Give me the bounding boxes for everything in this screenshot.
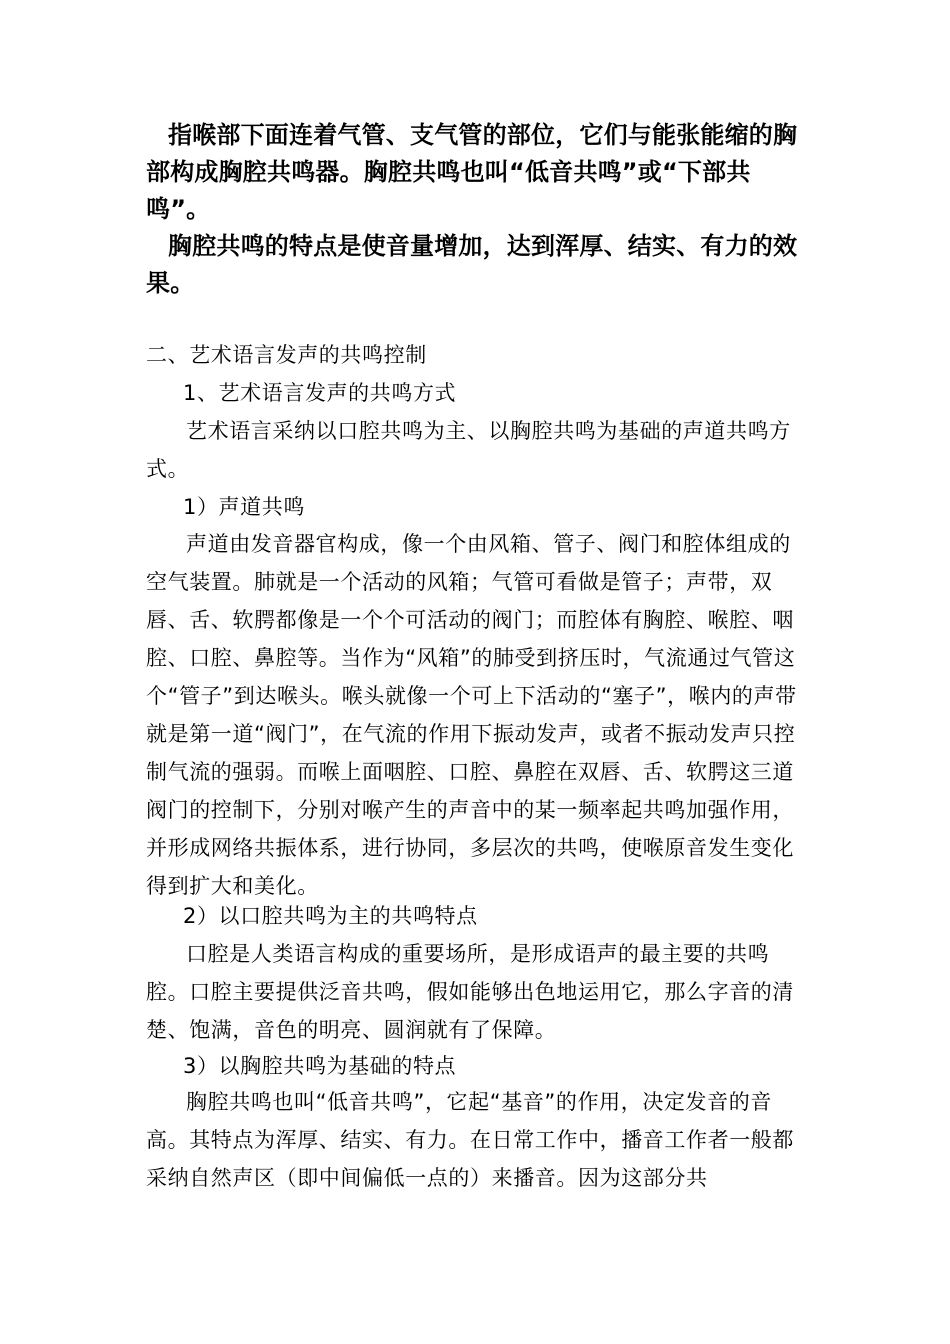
paragraph-chest-resonance-feature: 胸腔共鸣的特点是使音量增加，达到浑厚、结实、有力的效果。 [146,232,798,297]
item-heading-vocal-tract-resonance: 1）声道共鸣 [183,495,305,519]
item-heading-chest-resonance-basis: 3）以胸腔共鸣为基础的特点 [183,1054,457,1078]
subsection-heading-resonance-method: 1、艺术语言发声的共鸣方式 [183,381,457,405]
paragraph-oral-resonance: 口腔是人类语言构成的重要场所，是形成语声的最主要的共鸣腔。口腔主要提供泛音共鸣，假如能够出色地运用它，那么字音的清楚、饱满，音色的明亮、圆润就有了保障。 [146,942,794,1042]
paragraph-resonance-method: 艺术语言采纳以口腔共鸣为主、以胸腔共鸣为基础的声道共鸣方式。 [146,419,791,481]
paragraph-vocal-tract-resonance: 声道由发音器官构成，像一个由风箱、管子、阀门和腔体组成的空气装置。肺就是一个活动的风箱；气管可看做是管子；声带，双唇、舌、软腭都像是一个个可活动的阀门；而腔体有胸腔、喉腔、咽腔、口腔、鼻腔等。当作为“风箱”的肺受到挤压时，气流通过气管这个“管子”到达喉头。喉头就像一个可上下活动的“塞子”，喉内的声带就是第一道“阀门”，在气流的作用下振动发声，或者不振动发声只控制气流的强弱。而喉上面咽腔、口腔、鼻腔在双唇、舌、软腭这三道阀门的控制下，分别对喉产生的声音中的某一频率起共鸣加强作用，并形成网络共振体系，进行协同，多层次的共鸣，使喉原音发生变化得到扩大和美化。 [146,532,797,898]
item-heading-oral-resonance: 2）以口腔共鸣为主的共鸣特点 [183,904,478,928]
section-heading-resonance-control: 二、艺术语言发声的共鸣控制 [146,343,427,367]
paragraph-chest-resonator-definition: 指喉部下面连着气管、支气管的部位，它们与能张能缩的胸部构成胸腔共鸣器。胸腔共鸣也叫“低音共鸣”或“下部共鸣”。 [146,121,798,223]
paragraph-chest-resonance-basis: 胸腔共鸣也叫“低音共鸣”，它起“基音”的作用，决定发音的音高。其特点为浑厚、结实、有力。在日常工作中，播音工作者一般都采纳自然声区（即中间偏低一点的）来播音。因为这部分共 [146,1090,794,1190]
